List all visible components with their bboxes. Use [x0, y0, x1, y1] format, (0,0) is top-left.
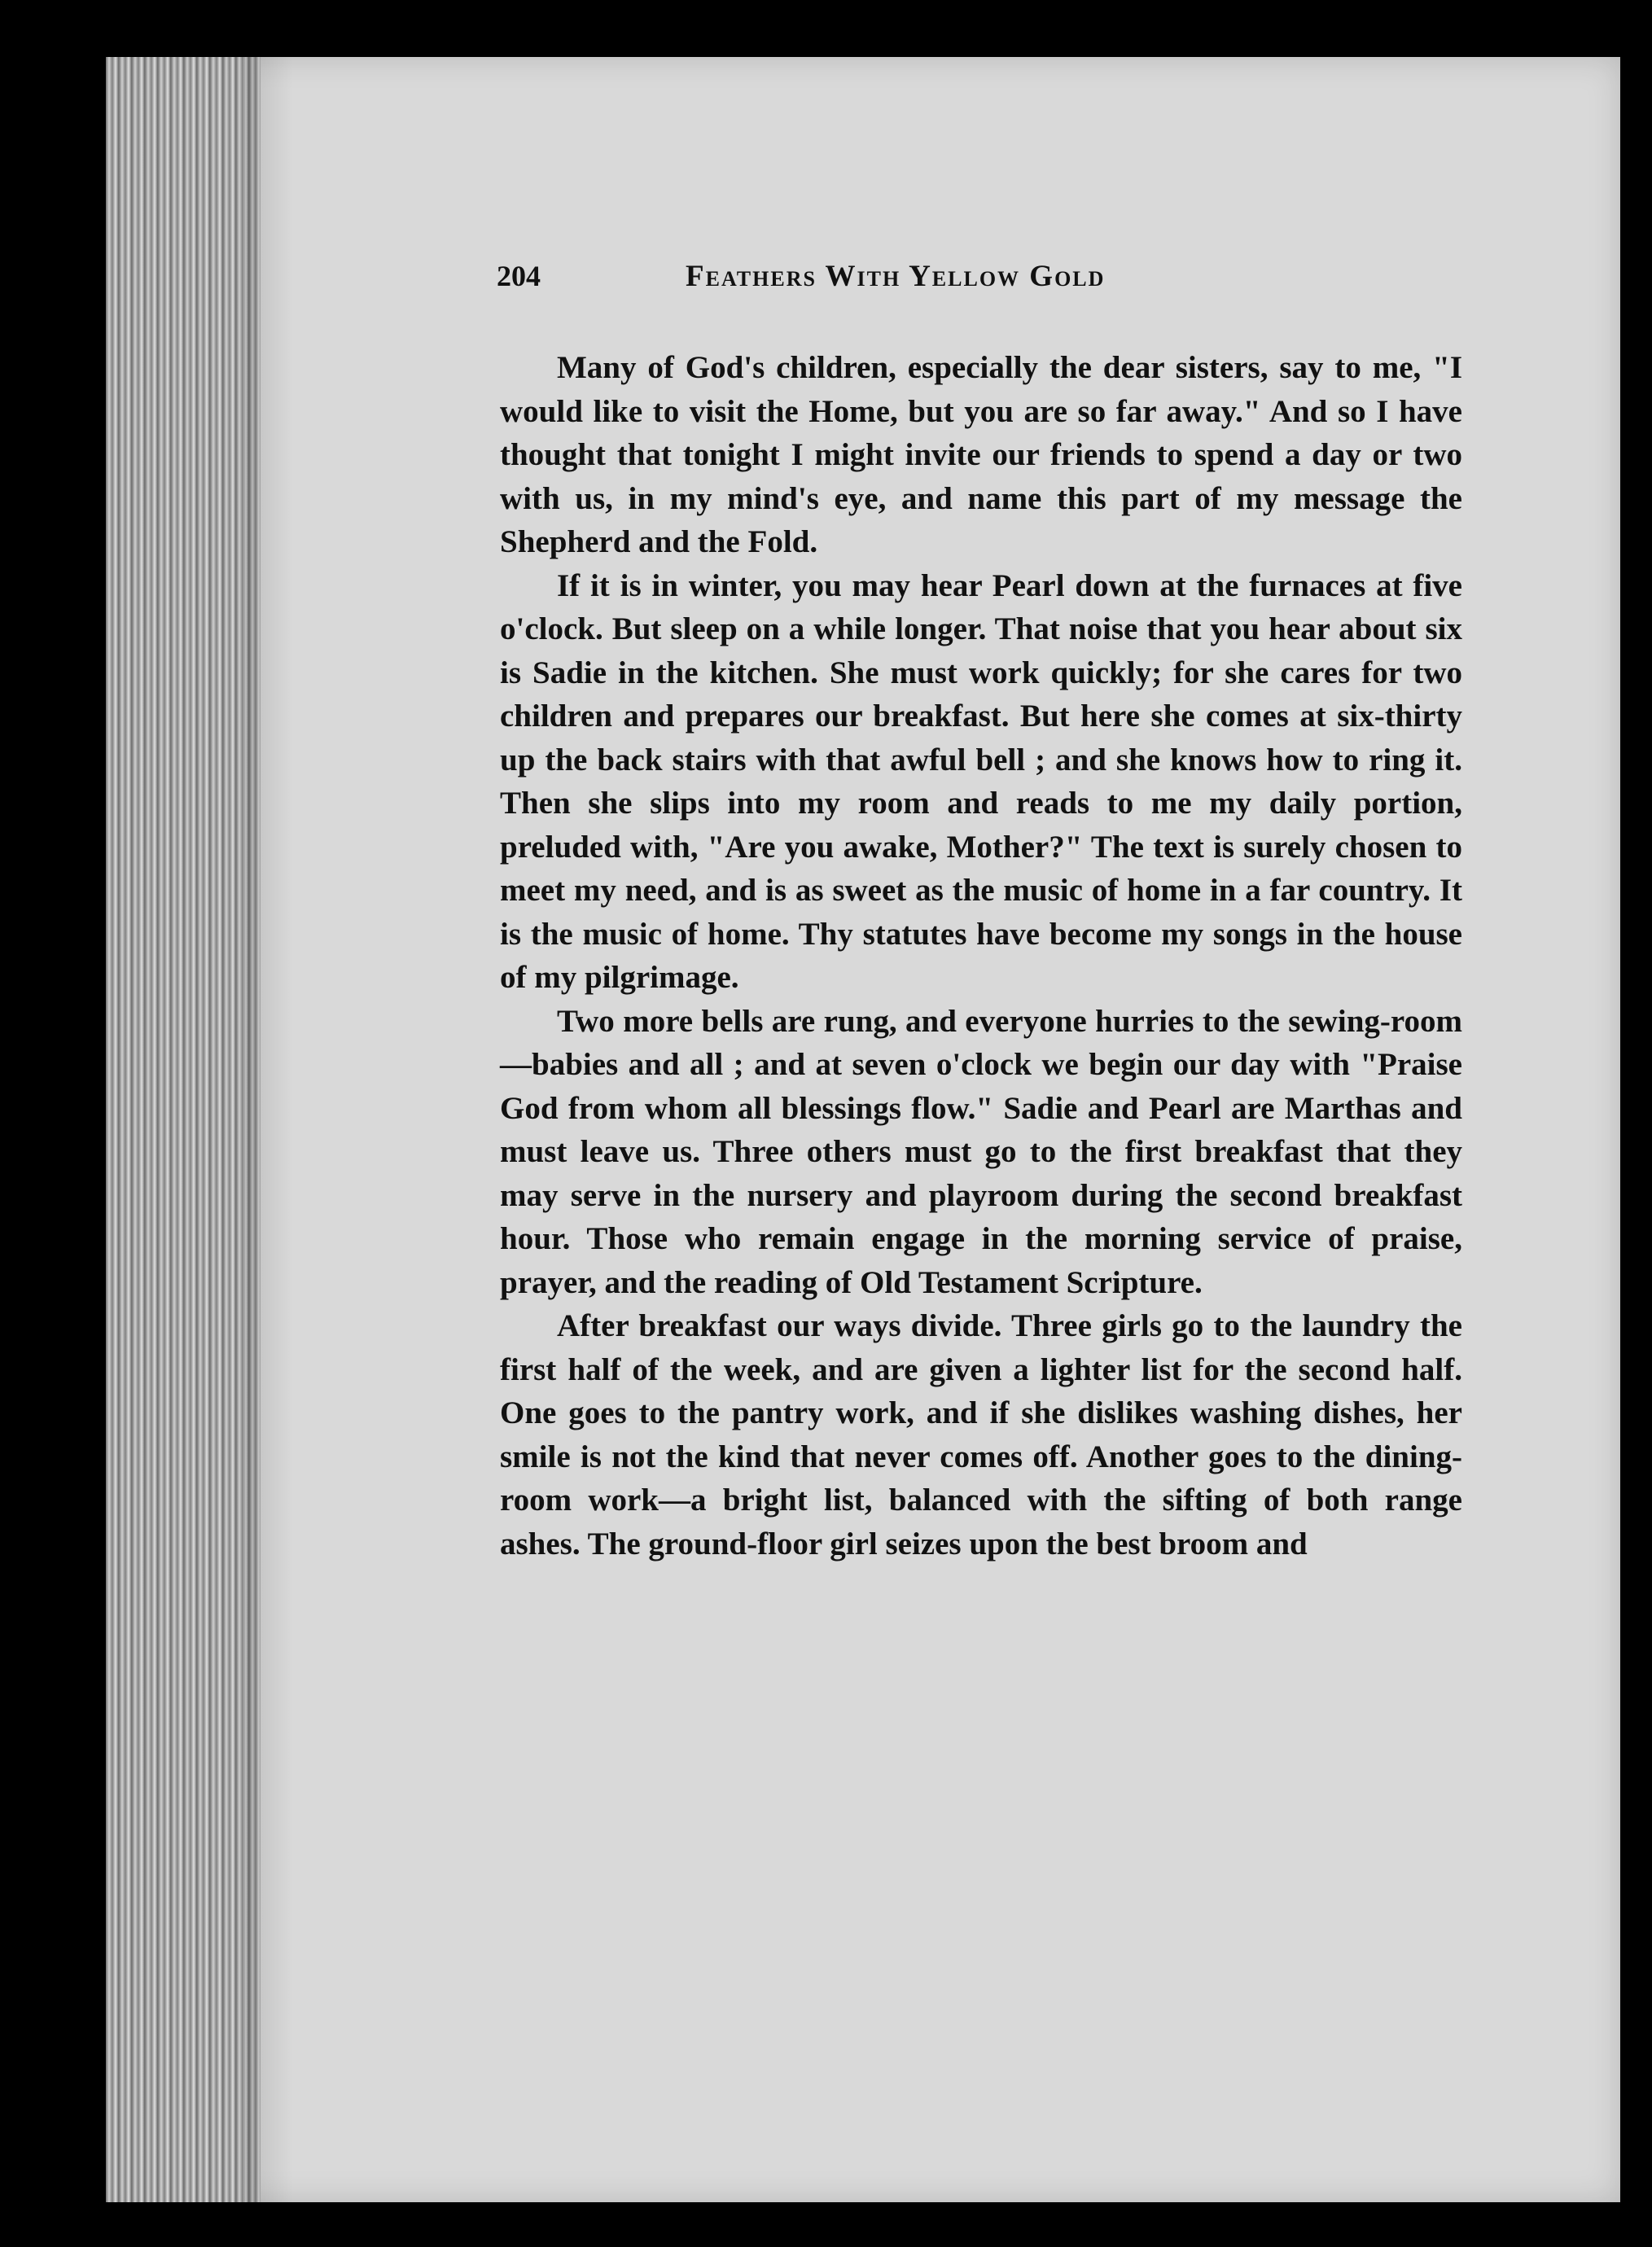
page-edges [106, 57, 261, 2202]
paragraph: Many of God's children, especially the dear sisters, say to me, "I would like to visit the Home, but you are so far away." And so I have thought that tonight I might invite our friends to spend a day or two with us, in my mind's eye, and name this part of my message the Shepherd and the Fold. [500, 350, 1462, 559]
body-text [500, 346, 1462, 1566]
spine-shadow [244, 57, 293, 2202]
paragraph: If it is in winter, you may hear Pearl down at the furnaces at five o'clock. But sleep on a while longer. That noise that you hear about six is Sadie in the kitchen. She must work quickly; for she cares for two children and prepares our breakfast. But here she comes at six-thirty up the back stairs with that awful bell ; and she knows how to ring it. Then she slips into my room and reads to me my daily portion, preluded with, "Are you awake, Mother?" The text is surely chosen to meet my need, and is as sweet as the music of home in a far country. It is the music of home. Thy statutes have become my songs in the house of my pilgrimage. [500, 567, 1462, 995]
paragraph: After breakfast our ways divide. Three girls go to the laundry the first half of the week, and are given a lighter list for the second half. One goes to the pantry work, and if she dislikes washing dishes, her smile is not the kind that never comes off. Another goes to the dining-room work—a bright list, balanced with the sifting of both range ashes. The ground-floor girl seizes upon the best broom and [500, 1308, 1462, 1562]
paragraph: Two more bells are rung, and everyone hurries to the sewing-room—babies and all ; and at seven o'clock we begin our day with "Praise God from whom all blessings flow." Sadie and Pearl are Marthas and must leave us. Three others must go to the first breakfast that they may serve in the nursery and playroom during the second breakfast hour. Those who remain engage in the morning service of praise, prayer, and the reading of Old Testament Scripture. [500, 1003, 1462, 1300]
page-number: 204 [497, 260, 541, 292]
page-header [497, 259, 1461, 308]
running-head: Feathers With Yellow Gold [686, 260, 1106, 293]
